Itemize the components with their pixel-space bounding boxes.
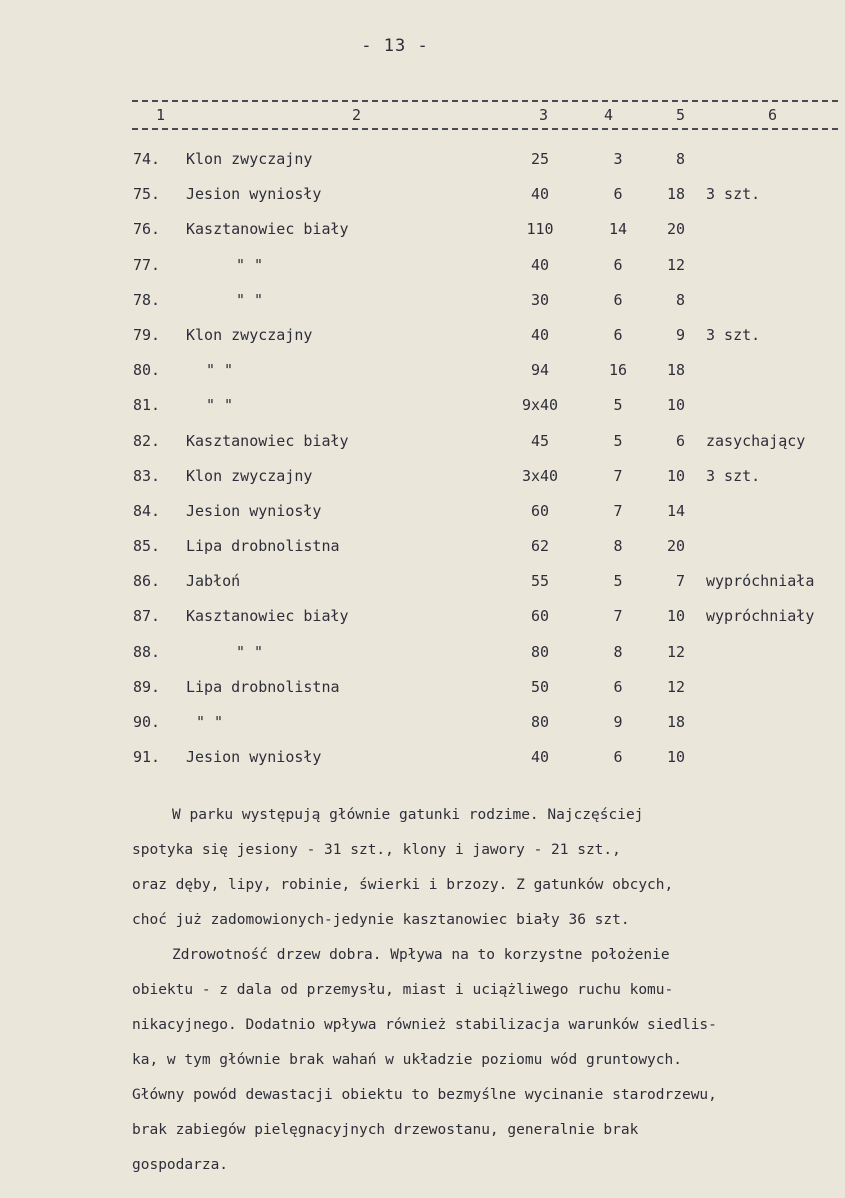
column-4-value: 6 [613,255,623,274]
column-5-value: 9 [675,325,685,344]
column-header-5: 5 [676,106,686,124]
column-5-value: 18 [666,361,685,380]
species-name: Kasztanowiec biały [186,607,349,626]
column-5-value: 10 [666,748,685,767]
remark: 3 szt. [706,185,761,204]
paragraph-line: nikacyjnego. Dodatnio wpływa również stabilizacja warunków siedlis- [132,1017,717,1033]
row-number: 79. [133,325,161,344]
column-4-value: 9 [613,713,623,731]
paragraph-line: Główny powód dewastacji obiektu to bezmyślne wycinanie starodrzewu, [132,1087,717,1103]
column-4-value: 8 [613,642,623,661]
ditto-mark: " " [236,255,264,274]
table-row [0,643,845,678]
table-row [0,467,845,502]
paragraph-line: obiektu - z dala od przemysłu, miast i uciążliwego ruchu komu- [132,982,674,998]
table-row [0,678,845,713]
column-4-value: 16 [608,361,628,380]
row-number: 85. [133,537,161,556]
table-header-rule [132,128,838,130]
table-row [0,185,845,220]
column-header-4: 4 [604,106,614,124]
species-name: Kasztanowiec biały [186,220,349,239]
remark: 3 szt. [706,325,761,344]
table-row [0,572,845,607]
column-5-value: 7 [675,572,685,591]
species-name: Jesion wyniosły [186,748,322,767]
column-header-1: 1 [156,106,166,124]
row-number: 76. [133,220,161,239]
table-row [0,748,845,783]
column-5-value: 18 [666,185,685,204]
ditto-mark: " " [206,361,234,380]
column-3-value: 40 [530,325,550,344]
column-5-value: 18 [666,713,685,731]
column-5-value: 12 [666,255,685,274]
row-number: 74. [133,150,161,168]
column-5-value: 8 [675,290,685,309]
row-number: 81. [133,396,161,415]
paragraph-species [132,798,832,938]
column-3-value: 55 [530,572,550,591]
remark: 3 szt. [706,466,761,485]
column-5-value: 10 [666,607,685,626]
column-4-value: 6 [613,677,623,696]
table-row [0,361,845,396]
column-4-value: 5 [613,396,623,415]
column-3-value: 40 [530,185,550,204]
row-number: 87. [133,607,161,626]
column-5-value: 12 [666,642,685,661]
column-4-value: 5 [613,572,623,591]
species-name: Kasztanowiec biały [186,431,349,450]
tree-table [0,150,845,783]
paragraph-line: gospodarza. [132,1157,229,1173]
paragraph-health [132,938,832,1183]
column-4-value: 14 [608,220,628,239]
row-number: 86. [133,572,161,591]
remark: wypróchniały [706,607,815,626]
species-name: Jesion wyniosły [186,501,322,520]
table-row [0,432,845,467]
row-number: 83. [133,466,161,485]
column-3-value: 80 [530,713,550,731]
page-number: - 13 - [361,36,429,56]
column-3-value: 30 [530,290,550,309]
remark: wypróchniała [706,572,815,591]
column-4-value: 6 [613,325,623,344]
table-row [0,220,845,255]
column-header-2: 2 [352,106,362,124]
column-5-value: 20 [666,537,685,556]
table-row [0,150,845,185]
column-4-value: 7 [613,466,623,485]
species-name: Klon zwyczajny [186,466,313,485]
row-number: 91. [133,748,161,767]
species-name: Jesion wyniosły [186,185,322,204]
table-row [0,396,845,431]
remark: zasychający [706,431,806,450]
paragraph-line: brak zabiegów pielęgnacyjnych drzewostanu, generalnie brak [132,1122,639,1138]
column-3-value: 45 [530,431,550,450]
column-3-value: 25 [530,150,550,168]
column-5-value: 10 [666,396,685,415]
table-row [0,502,845,537]
column-3-value: 110 [526,220,554,239]
paragraph-line: ka, w tym głównie brak wahań w układzie poziomu wód gruntowych. [132,1052,682,1068]
column-3-value: 40 [530,748,550,767]
table-row [0,326,845,361]
species-name: Klon zwyczajny [186,150,313,168]
species-name: Klon zwyczajny [186,325,313,344]
table-row [0,291,845,326]
column-4-value: 3 [613,150,623,168]
column-4-value: 6 [613,290,623,309]
row-number: 75. [133,185,161,204]
column-4-value: 8 [613,537,623,556]
column-3-value: 40 [530,255,550,274]
column-3-value: 9x40 [521,396,559,415]
column-3-value: 60 [530,501,550,520]
column-5-value: 8 [675,150,685,168]
column-3-value: 50 [530,677,550,696]
column-header-6: 6 [768,106,778,124]
row-number: 90. [133,713,161,731]
table-row [0,537,845,572]
column-3-value: 3x40 [521,466,559,485]
ditto-mark: " " [236,642,264,661]
column-5-value: 14 [666,501,685,520]
row-number: 84. [133,501,161,520]
column-5-value: 6 [675,431,685,450]
column-3-value: 94 [530,361,550,380]
row-number: 89. [133,677,161,696]
table-row [0,713,845,748]
column-4-value: 7 [613,607,623,626]
paragraph-line: W parku występują głównie gatunki rodzime. Najczęściej [172,807,644,823]
table-row [0,256,845,291]
species-name: Lipa drobnolistna [186,677,340,696]
ditto-mark: " " [196,713,224,731]
column-5-value: 10 [666,466,685,485]
ditto-mark: " " [236,290,264,309]
paragraph-line: Zdrowotność drzew dobra. Wpływa na to korzystne położenie [172,947,670,963]
paragraph-line: oraz dęby, lipy, robinie, świerki i brzozy. Z gatunków obcych, [132,877,674,893]
row-number: 77. [133,255,161,274]
row-number: 82. [133,431,161,450]
column-3-value: 60 [530,607,550,626]
paragraph-line: choć już zadomowionych-jedynie kasztanowiec biały 36 szt. [132,912,630,928]
column-3-value: 62 [530,537,550,556]
column-4-value: 5 [613,431,623,450]
column-4-value: 7 [613,501,623,520]
column-3-value: 80 [530,642,550,661]
species-name: Lipa drobnolistna [186,537,340,556]
ditto-mark: " " [206,396,234,415]
table-row [0,607,845,642]
column-headers [0,106,845,126]
paragraph-line: spotyka się jesiony - 31 szt., klony i jawory - 21 szt., [132,842,621,858]
row-number: 88. [133,642,161,661]
column-4-value: 6 [613,748,623,767]
column-header-3: 3 [539,106,549,124]
column-5-value: 20 [666,220,685,239]
column-4-value: 6 [613,185,623,204]
row-number: 80. [133,361,161,380]
table-top-rule [132,100,838,102]
row-number: 78. [133,290,161,309]
species-name: Jabłoń [186,572,241,591]
column-5-value: 12 [666,677,685,696]
